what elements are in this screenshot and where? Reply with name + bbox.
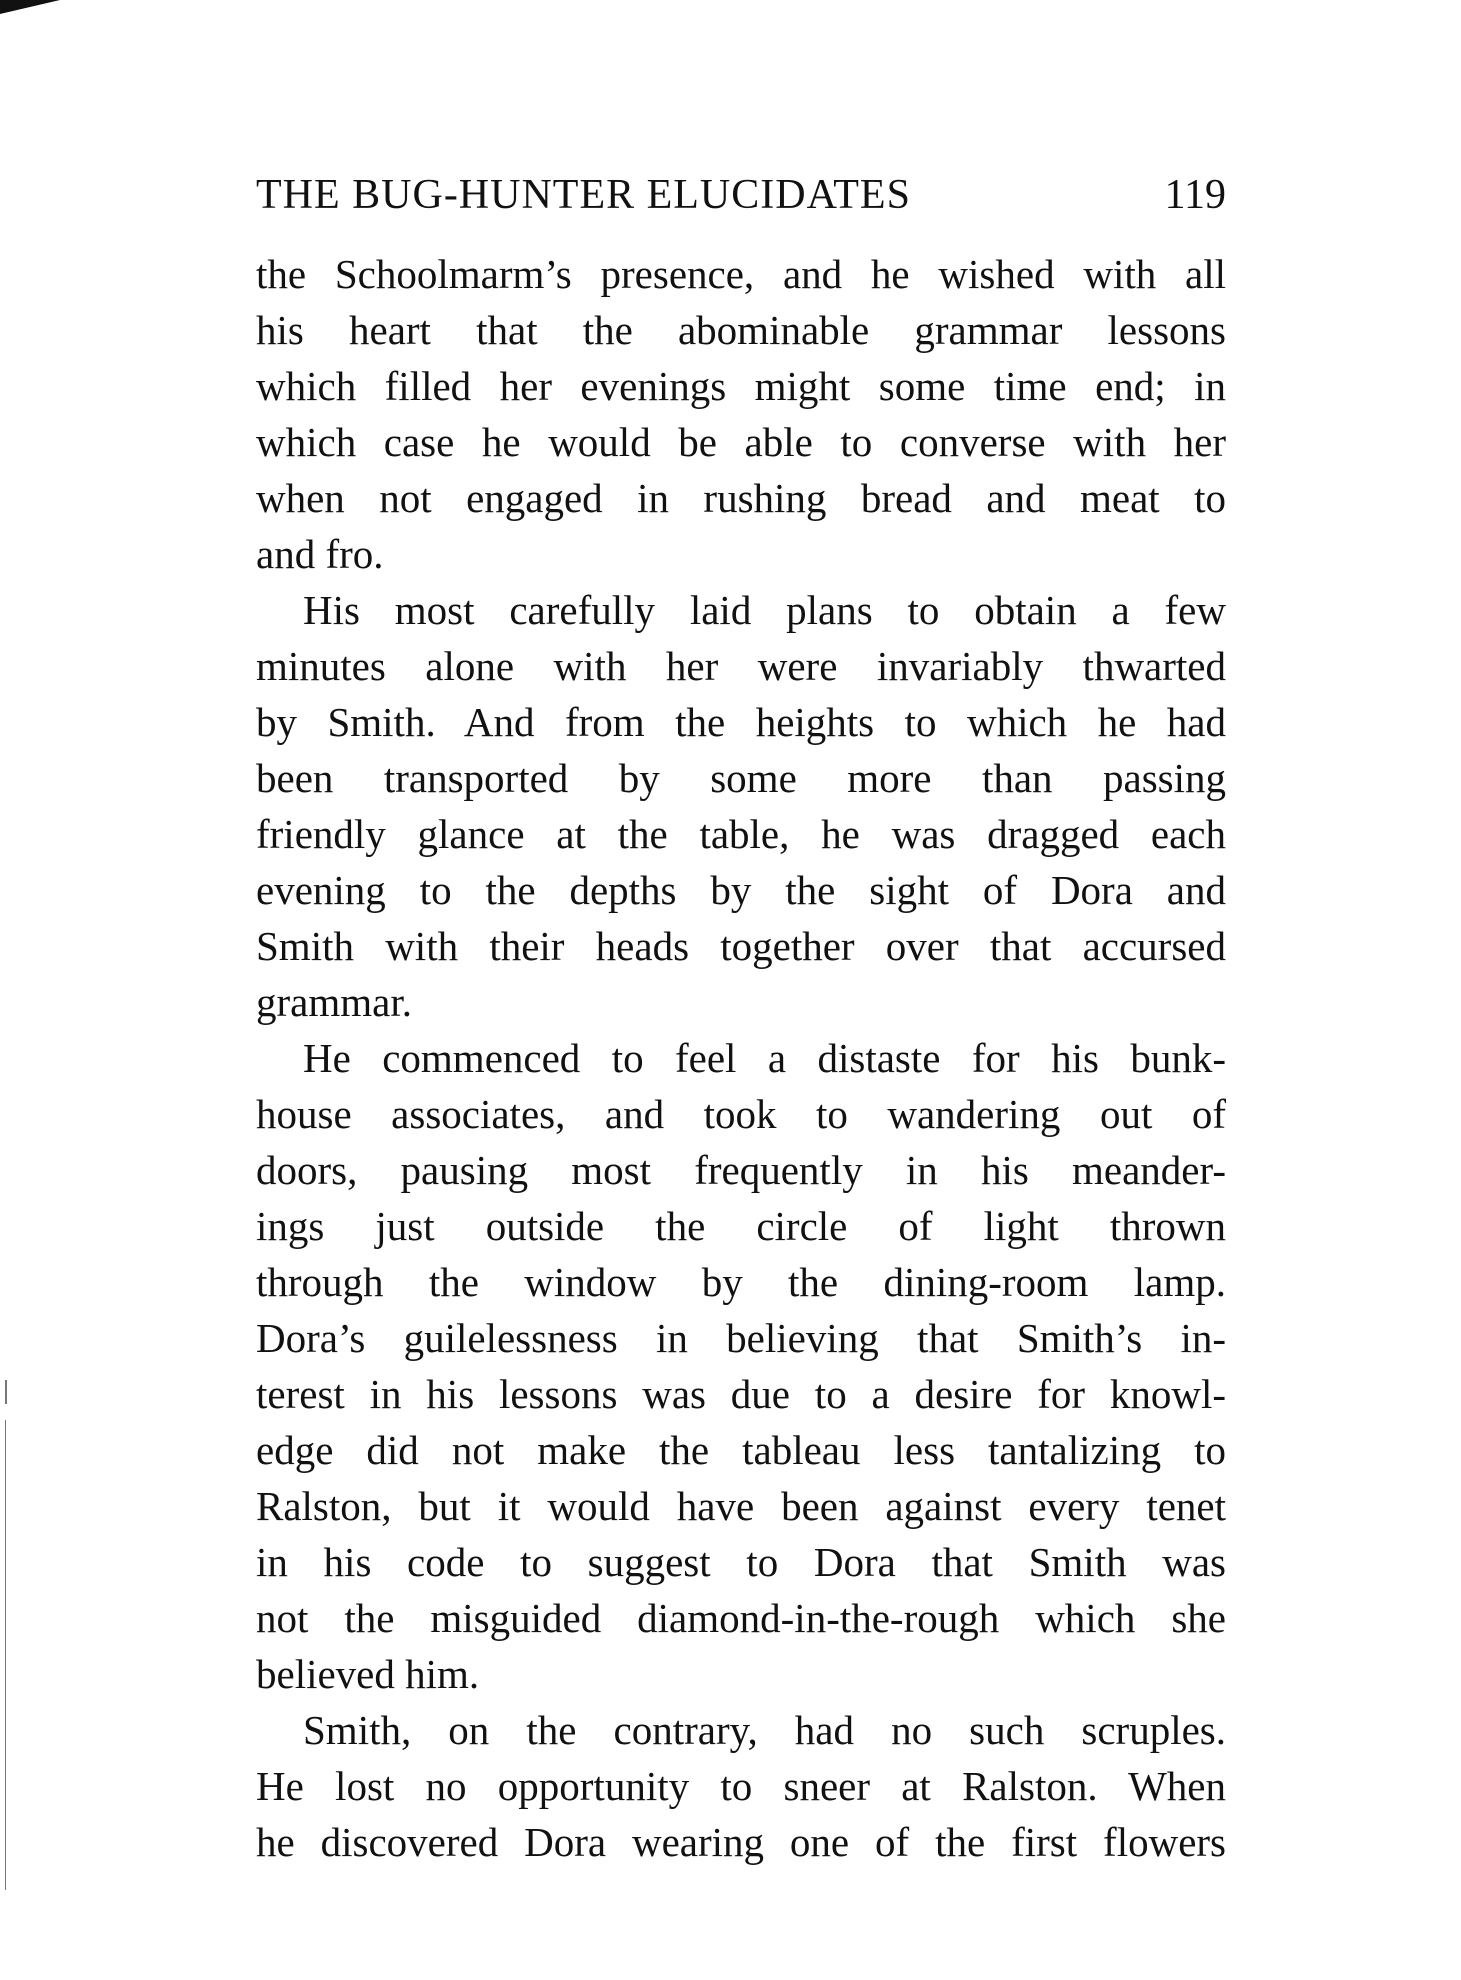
text-line: grammar. [256, 979, 412, 1025]
body-text [256, 246, 1226, 1870]
text-line: minutes alone with her were invariably thwarted [256, 643, 1226, 689]
text-line: his heart that the abominable grammar lessons [256, 307, 1226, 353]
text-line: His most carefully laid plans to obtain a few [303, 587, 1226, 633]
text-line: not the misguided diamond-in-the-rough which she [256, 1595, 1226, 1641]
text-line: He lost no opportunity to sneer at Ralston. When [256, 1763, 1226, 1809]
text-line: Smith with their heads together over that accursed [256, 923, 1226, 969]
text-line: which case he would be able to converse with her [256, 419, 1226, 465]
text-line: friendly glance at the table, he was dragged each [256, 811, 1226, 857]
text-line: he discovered Dora wearing one of the first flowers [256, 1819, 1226, 1865]
text-line: Smith, on the contrary, had no such scruples. [303, 1707, 1226, 1753]
paragraph [256, 582, 1226, 1030]
text-line: through the window by the dining-room lamp. [256, 1259, 1226, 1305]
text-line: Dora’s guilelessness in believing that Smith’s in- [256, 1315, 1226, 1361]
text-line: in his code to suggest to Dora that Smith was [256, 1539, 1226, 1585]
scan-corner-mark [0, 0, 60, 14]
running-head [256, 160, 1226, 230]
text-line: which filled her evenings might some time end; in [256, 363, 1226, 409]
text-line: believed him. [256, 1651, 480, 1697]
text-line: the Schoolmarm’s presence, and he wished with all [256, 251, 1226, 297]
page-number: 119 [1164, 172, 1226, 218]
text-line: been transported by some more than passing [256, 755, 1226, 801]
scan-edge-mark [5, 1380, 7, 1404]
text-line: edge did not make the tableau less tantalizing to [256, 1427, 1226, 1473]
paragraph [256, 1702, 1226, 1870]
paragraph [256, 246, 1226, 582]
text-line: house associates, and took to wandering out of [256, 1091, 1226, 1137]
scan-edge-line [5, 1420, 6, 1890]
book-page [256, 160, 1226, 1870]
text-line: terest in his lessons was due to a desire for knowl- [256, 1371, 1226, 1417]
text-line: He commenced to feel a distaste for his bunk- [303, 1035, 1226, 1081]
running-head-title: THE BUG-HUNTER ELUCIDATES [256, 172, 911, 218]
text-line: by Smith. And from the heights to which he had [256, 699, 1226, 745]
text-line: ings just outside the circle of light thrown [256, 1203, 1226, 1249]
text-line: when not engaged in rushing bread and meat to [256, 475, 1226, 521]
text-line: doors, pausing most frequently in his meander- [256, 1147, 1226, 1193]
text-line: and fro. [256, 531, 384, 577]
paragraph [256, 1030, 1226, 1702]
text-line: evening to the depths by the sight of Dora and [256, 867, 1226, 913]
text-line: Ralston, but it would have been against every tenet [256, 1483, 1226, 1529]
